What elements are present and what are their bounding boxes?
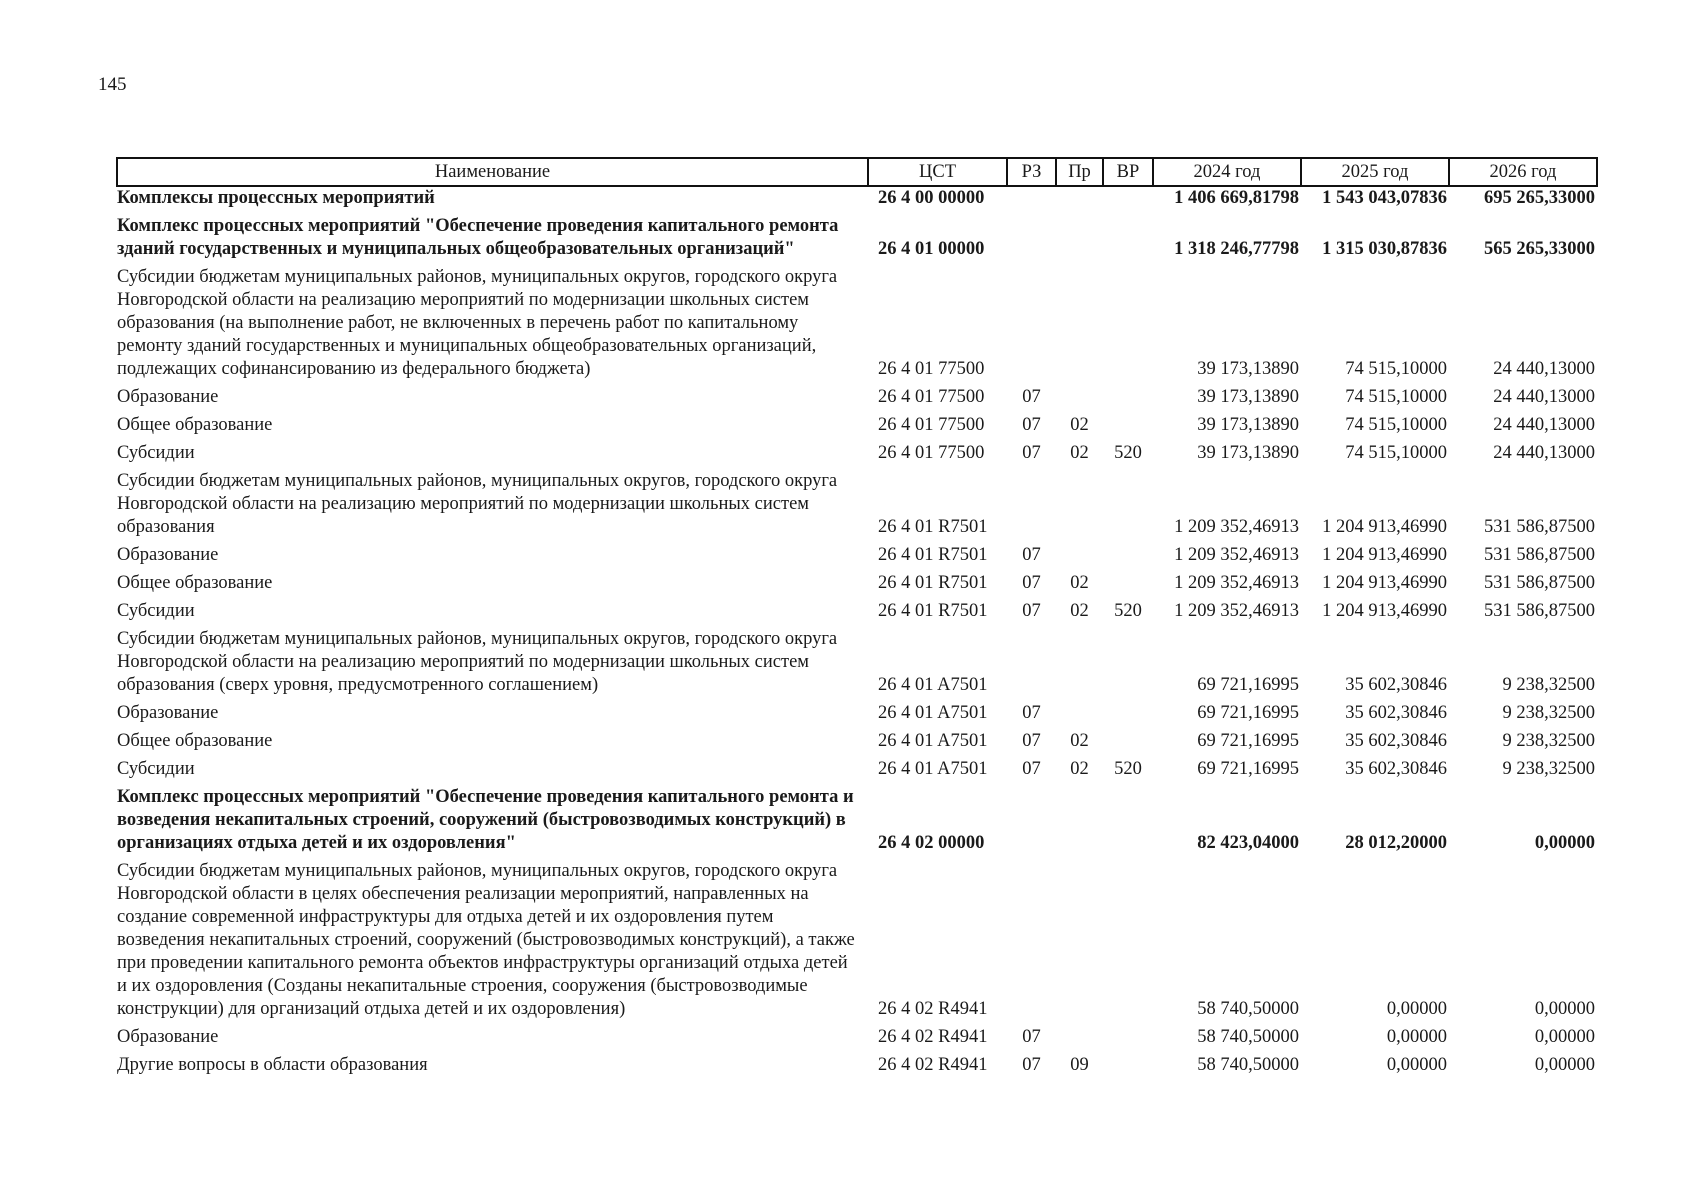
row-2025-cell: 1 204 913,46990 [1322, 601, 1447, 621]
row-2026-cell: 0,00000 [1534, 1055, 1595, 1075]
row-2026-cell: 0,00000 [1534, 999, 1595, 1019]
row-rz-cell [1007, 261, 1056, 381]
row-name-cell: Субсидии [117, 443, 195, 463]
row-pr-cell: 02 [1070, 573, 1089, 593]
row-rz-cell: 07 [1022, 703, 1041, 723]
header-cst: ЦСТ [868, 158, 1007, 186]
row-name-cell: Комплекс процессных мероприятий "Обеспечение проведения капитального ремонта и возведения некапитальных строений, сооружений (быстровозводимых конструкций) в организациях отдыха детей и их оздоровления" [117, 787, 854, 853]
row-2024-cell: 69 721,16995 [1197, 731, 1299, 751]
row-rz-cell: 07 [1022, 573, 1041, 593]
row-2026-cell: 531 586,87500 [1484, 517, 1595, 537]
row-2024-cell: 1 318 246,77798 [1174, 239, 1299, 259]
row-2025-cell: 0,00000 [1386, 1027, 1447, 1047]
row-cst-cell: 26 4 01 R7501 [878, 573, 988, 593]
row-pr-cell: 02 [1070, 415, 1089, 435]
row-2025-cell: 35 602,30846 [1345, 703, 1447, 723]
row-2026-cell: 24 440,13000 [1493, 415, 1595, 435]
row-name-cell: Образование [117, 545, 219, 565]
row-2025-cell: 74 515,10000 [1345, 415, 1447, 435]
row-pr-cell [1056, 781, 1103, 855]
row-2024-cell: 82 423,04000 [1197, 833, 1299, 853]
row-2025-cell: 74 515,10000 [1345, 387, 1447, 407]
header-pr: Пр [1056, 158, 1103, 186]
row-2024-cell: 39 173,13890 [1197, 387, 1299, 407]
row-cst-cell: 26 4 02 R4941 [878, 1027, 988, 1047]
row-name-cell: Субсидии бюджетам муниципальных районов, муниципальных округов, городского округа Новгородской области в целях обеспечения реализации мероприятий, направленных на создание современной инфраструктуры для отдыха детей и их оздоровления путем возведения некапитальных строений, сооружений (быстровозводимых конструкций), а также при проведении капитального ремонта объектов инфраструктуры организаций отдыха детей и их оздоровления (Созданы некапитальные строения, сооружения (быстровозводимые конструкции) для организаций отдыха детей и их оздоровления) [117, 861, 855, 1019]
row-name-cell: Субсидии бюджетам муниципальных районов, муниципальных округов, городского округа Новгородской области на реализацию мероприятий по модернизации школьных систем образования (сверх уровня, предусмотренного соглашением) [117, 629, 838, 695]
row-pr-cell [1056, 465, 1103, 539]
row-vr-cell [1103, 381, 1153, 409]
row-name-cell: Комплексы процессных мероприятий [117, 188, 435, 208]
budget-table-container [116, 157, 1595, 1077]
row-vr-cell [1103, 697, 1153, 725]
table-row [117, 595, 1597, 623]
row-vr-cell: 520 [1114, 759, 1142, 779]
row-rz-cell: 07 [1022, 731, 1041, 751]
row-pr-cell: 02 [1070, 731, 1089, 751]
row-vr-cell [1103, 539, 1153, 567]
header-name: Наименование [117, 158, 868, 186]
table-row [117, 186, 1597, 210]
row-rz-cell [1007, 623, 1056, 697]
row-vr-cell [1103, 261, 1153, 381]
row-vr-cell: 520 [1114, 443, 1142, 463]
row-2024-cell: 1 406 669,81798 [1174, 188, 1299, 208]
row-vr-cell [1103, 465, 1153, 539]
table-row [117, 1021, 1597, 1049]
table-row [117, 409, 1597, 437]
row-vr-cell [1103, 623, 1153, 697]
row-cst-cell: 26 4 01 A7501 [878, 703, 988, 723]
row-name-cell: Комплекс процессных мероприятий "Обеспечение проведения капитального ремонта зданий государственных и муниципальных общеобразовательных организаций" [117, 216, 839, 259]
row-pr-cell: 02 [1070, 759, 1089, 779]
table-row [117, 623, 1597, 697]
header-vr: ВР [1103, 158, 1153, 186]
row-2026-cell: 531 586,87500 [1484, 601, 1595, 621]
row-2026-cell: 0,00000 [1534, 1027, 1595, 1047]
row-vr-cell [1103, 781, 1153, 855]
row-2025-cell: 28 012,20000 [1345, 833, 1447, 853]
row-pr-cell [1056, 261, 1103, 381]
row-name-cell: Субсидии [117, 759, 195, 779]
row-2026-cell: 24 440,13000 [1493, 387, 1595, 407]
table-row [117, 855, 1597, 1021]
row-rz-cell: 07 [1022, 443, 1041, 463]
budget-table [116, 157, 1598, 1077]
row-pr-cell [1056, 186, 1103, 210]
table-row [117, 1049, 1597, 1077]
row-rz-cell: 07 [1022, 601, 1041, 621]
row-name-cell: Образование [117, 1027, 219, 1047]
table-row [117, 567, 1597, 595]
row-name-cell: Образование [117, 703, 219, 723]
header-row [117, 158, 1597, 186]
row-rz-cell: 07 [1022, 415, 1041, 435]
row-2025-cell: 1 204 913,46990 [1322, 545, 1447, 565]
row-rz-cell: 07 [1022, 1055, 1041, 1075]
row-2026-cell: 9 238,32500 [1502, 703, 1595, 723]
row-cst-cell: 26 4 01 A7501 [878, 759, 988, 779]
row-2024-cell: 1 209 352,46913 [1174, 545, 1299, 565]
table-row [117, 261, 1597, 381]
row-2025-cell: 74 515,10000 [1345, 359, 1447, 379]
table-body [117, 186, 1597, 1077]
row-name-cell: Образование [117, 387, 219, 407]
row-2025-cell: 1 543 043,07836 [1322, 188, 1447, 208]
row-vr-cell: 520 [1114, 601, 1142, 621]
row-2024-cell: 69 721,16995 [1197, 759, 1299, 779]
row-2025-cell: 0,00000 [1386, 999, 1447, 1019]
row-vr-cell [1103, 1021, 1153, 1049]
row-cst-cell: 26 4 01 A7501 [878, 675, 988, 695]
row-vr-cell [1103, 186, 1153, 210]
row-2024-cell: 69 721,16995 [1197, 703, 1299, 723]
row-pr-cell [1056, 623, 1103, 697]
row-cst-cell: 26 4 01 77500 [878, 415, 985, 435]
row-rz-cell: 07 [1022, 759, 1041, 779]
row-pr-cell [1056, 210, 1103, 261]
table-row [117, 210, 1597, 261]
row-pr-cell [1056, 697, 1103, 725]
row-pr-cell [1056, 539, 1103, 567]
row-rz-cell: 07 [1022, 545, 1041, 565]
row-vr-cell [1103, 567, 1153, 595]
row-2025-cell: 35 602,30846 [1345, 759, 1447, 779]
row-vr-cell [1103, 1049, 1153, 1077]
row-name-cell: Общее образование [117, 573, 273, 593]
table-row [117, 539, 1597, 567]
row-2024-cell: 69 721,16995 [1197, 675, 1299, 695]
row-cst-cell: 26 4 01 77500 [878, 387, 985, 407]
row-name-cell: Общее образование [117, 731, 273, 751]
row-rz-cell [1007, 210, 1056, 261]
row-2025-cell: 1 204 913,46990 [1322, 573, 1447, 593]
row-vr-cell [1103, 409, 1153, 437]
row-cst-cell: 26 4 02 00000 [878, 833, 985, 853]
row-2025-cell: 35 602,30846 [1345, 675, 1447, 695]
header-2024: 2024 год [1153, 158, 1301, 186]
row-pr-cell [1056, 381, 1103, 409]
row-name-cell: Субсидии бюджетам муниципальных районов, муниципальных округов, городского округа Новгородской области на реализацию мероприятий по модернизации школьных систем образования [117, 471, 838, 537]
row-rz-cell [1007, 465, 1056, 539]
row-2026-cell: 9 238,32500 [1502, 759, 1595, 779]
row-rz-cell: 07 [1022, 1027, 1041, 1047]
row-pr-cell: 02 [1070, 443, 1089, 463]
row-name-cell: Другие вопросы в области образования [117, 1055, 428, 1075]
row-cst-cell: 26 4 01 77500 [878, 359, 985, 379]
row-cst-cell: 26 4 01 R7501 [878, 601, 988, 621]
table-row [117, 697, 1597, 725]
table-row [117, 753, 1597, 781]
header-2025: 2025 год [1301, 158, 1449, 186]
row-2026-cell: 24 440,13000 [1493, 359, 1595, 379]
row-2024-cell: 39 173,13890 [1197, 415, 1299, 435]
row-2024-cell: 39 173,13890 [1197, 359, 1299, 379]
table-header [117, 158, 1597, 186]
row-vr-cell [1103, 725, 1153, 753]
row-2026-cell: 531 586,87500 [1484, 573, 1595, 593]
row-cst-cell: 26 4 00 00000 [878, 188, 985, 208]
table-row [117, 437, 1597, 465]
row-2025-cell: 1 315 030,87836 [1322, 239, 1447, 259]
row-cst-cell: 26 4 02 R4941 [878, 999, 988, 1019]
row-cst-cell: 26 4 01 00000 [878, 239, 985, 259]
row-rz-cell [1007, 186, 1056, 210]
row-2026-cell: 565 265,33000 [1484, 239, 1595, 259]
row-2026-cell: 695 265,33000 [1484, 188, 1595, 208]
row-cst-cell: 26 4 02 R4941 [878, 1055, 988, 1075]
row-2024-cell: 58 740,50000 [1197, 1027, 1299, 1047]
header-2026: 2026 год [1449, 158, 1597, 186]
row-2025-cell: 35 602,30846 [1345, 731, 1447, 751]
row-name-cell: Общее образование [117, 415, 273, 435]
header-rz: РЗ [1007, 158, 1056, 186]
row-name-cell: Субсидии [117, 601, 195, 621]
row-2024-cell: 1 209 352,46913 [1174, 573, 1299, 593]
row-2025-cell: 74 515,10000 [1345, 443, 1447, 463]
row-pr-cell: 02 [1070, 601, 1089, 621]
row-2024-cell: 58 740,50000 [1197, 1055, 1299, 1075]
row-cst-cell: 26 4 01 R7501 [878, 517, 988, 537]
table-row [117, 725, 1597, 753]
row-rz-cell [1007, 855, 1056, 1021]
row-name-cell: Субсидии бюджетам муниципальных районов, муниципальных округов, городского округа Новгородской области на реализацию мероприятий по модернизации школьных систем образования (на выполнение работ, не включенных в перечень работ по капитальному ремонту зданий государственных и муниципальных общеобразовательных организаций, подлежащих софинансированию из федерального бюджета) [117, 267, 838, 379]
row-2026-cell: 9 238,32500 [1502, 731, 1595, 751]
row-2025-cell: 1 204 913,46990 [1322, 517, 1447, 537]
row-cst-cell: 26 4 01 R7501 [878, 545, 988, 565]
table-row [117, 465, 1597, 539]
row-2024-cell: 39 173,13890 [1197, 443, 1299, 463]
row-2026-cell: 9 238,32500 [1502, 675, 1595, 695]
row-rz-cell [1007, 781, 1056, 855]
row-2026-cell: 24 440,13000 [1493, 443, 1595, 463]
row-pr-cell: 09 [1070, 1055, 1089, 1075]
row-2025-cell: 0,00000 [1386, 1055, 1447, 1075]
row-2024-cell: 58 740,50000 [1197, 999, 1299, 1019]
table-row [117, 381, 1597, 409]
row-pr-cell [1056, 1021, 1103, 1049]
page-number: 145 [98, 74, 127, 95]
row-cst-cell: 26 4 01 A7501 [878, 731, 988, 751]
row-2026-cell: 531 586,87500 [1484, 545, 1595, 565]
row-cst-cell: 26 4 01 77500 [878, 443, 985, 463]
row-2024-cell: 1 209 352,46913 [1174, 517, 1299, 537]
row-rz-cell: 07 [1022, 387, 1041, 407]
table-row [117, 781, 1597, 855]
row-2024-cell: 1 209 352,46913 [1174, 601, 1299, 621]
row-vr-cell [1103, 855, 1153, 1021]
row-2026-cell: 0,00000 [1534, 833, 1595, 853]
row-pr-cell [1056, 855, 1103, 1021]
row-vr-cell [1103, 210, 1153, 261]
